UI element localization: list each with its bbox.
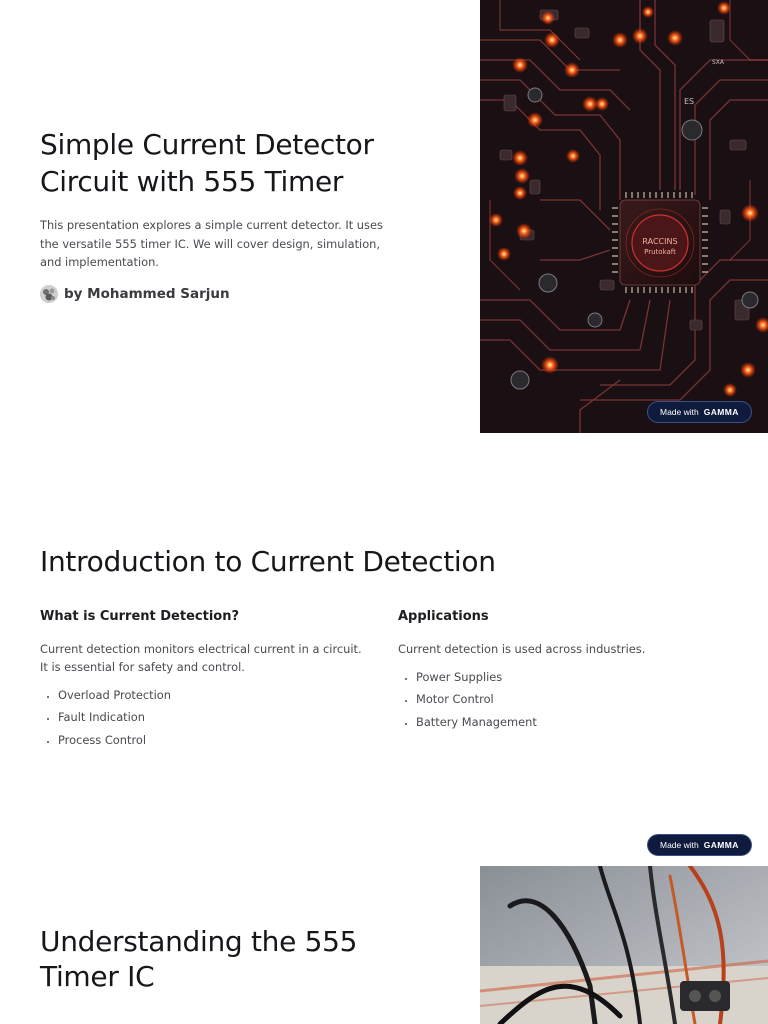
gamma-logo: GAMMA [703,407,739,417]
applications-heading: Applications [398,609,489,624]
applications-column [398,608,728,733]
what-is-text: Current detection monitors electrical current in a circuit. It is essential for safety and control. [40,642,362,674]
slide-1-title: Simple Current Detector Circuit with 555 Timer [40,128,374,198]
list-item: • Fault Indication [58,706,366,728]
what-is-list [40,684,366,751]
what-is-heading: What is Current Detection? [40,609,239,624]
avatar [40,285,58,303]
breadboard-wires-image [480,866,768,1024]
slide-title [0,0,768,433]
slide-introduction [0,433,768,866]
chip-label-1: RACCINS [642,237,678,246]
made-with-gamma-badge[interactable] [648,835,751,855]
applications-text: Current detection is used across industries. [398,642,646,656]
list-item: • Power Supplies [416,666,728,688]
author-name: by Mohammed Sarjun [64,286,230,302]
slide-2-title: Introduction to Current Detection [40,545,496,578]
slide-3-title: Understanding the 555 Timer IC [40,925,358,993]
what-is-column [40,608,366,751]
chip-label-2: Prutokaft [644,248,676,256]
slide-1-description: This presentation explores a simple current detector. It uses the versatile 555 timer IC. We will cover design, simulation, and implementation. [40,218,383,269]
made-with-gamma-badge[interactable] [648,402,751,422]
badge-prefix: Made with [660,840,699,850]
badge-prefix: Made with [660,407,699,417]
list-item: • Process Control [58,729,366,751]
list-item: • Battery Management [416,711,728,733]
list-item: • Overload Protection [58,684,366,706]
board-label-es: ES [684,97,695,106]
list-item: • Motor Control [416,688,728,710]
board-label-sxa: SXA [712,59,725,66]
slide-555-timer [0,866,768,1024]
applications-list [398,666,728,733]
gamma-logo: GAMMA [703,840,739,850]
circuit-board-image [480,0,768,433]
author-line [40,285,230,303]
